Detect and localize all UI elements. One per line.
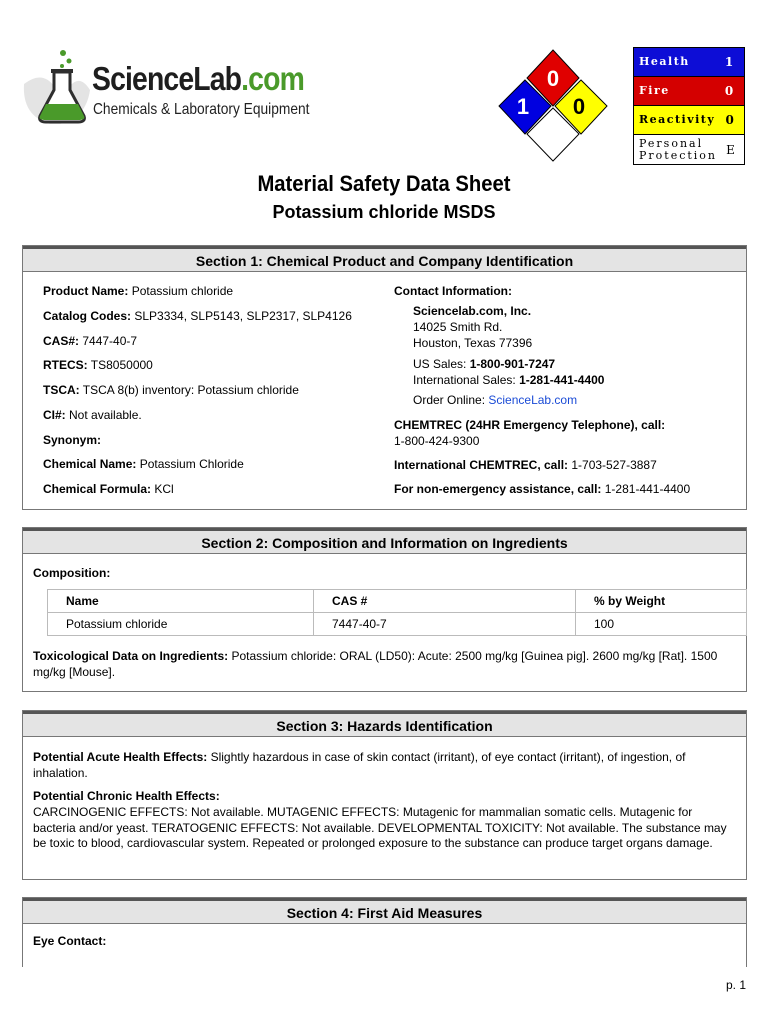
flask-logo-icon — [20, 46, 96, 126]
nfpa-fire-value: 0 — [546, 66, 560, 91]
hazard-row-reactivity: Reactivity 0 — [634, 106, 744, 135]
chronic-health-label: Potential Chronic Health Effects: — [33, 789, 220, 803]
chemical-name-line: Chemical Name: Potassium Chloride — [43, 457, 244, 471]
product-name-line: Product Name: Potassium chloride — [43, 284, 234, 298]
section-2-heading: Section 2: Composition and Information on Ingredients — [23, 528, 746, 554]
cas-line: CAS#: 7447-40-7 — [43, 334, 138, 348]
section-2 — [22, 527, 747, 692]
column-header-cas: CAS # — [314, 590, 576, 613]
section-1-heading: Section 1: Chemical Product and Company Identification — [23, 246, 746, 272]
intl-chemtrec-line: International CHEMTREC, call: 1-703-527-3887 — [394, 458, 657, 472]
nfpa-reactivity-value: 0 — [572, 94, 586, 119]
rtecs-line: RTECS: TS8050000 — [43, 358, 153, 372]
logo-tagline: Chemicals & Laboratory Equipment — [93, 101, 310, 118]
toxicological-data: Toxicological Data on Ingredients: Potassium chloride: ORAL (LD50): Acute: 2500 mg/kg [Guinea pig]. 2600 mg/kg [Rat]. 1500 mg/kg [Mouse]. — [33, 649, 718, 679]
address-line-2: Houston, Texas 77396 — [413, 336, 533, 350]
logo-wordmark: ScienceLab.com — [92, 60, 304, 97]
tsca-line: TSCA: TSCA 8(b) inventory: Potassium chloride — [43, 383, 299, 397]
hazard-row-fire: Fire 0 — [634, 77, 744, 106]
contact-label: Contact Information: — [394, 284, 512, 298]
hazard-row-personal-protection: Personal Protection E — [634, 135, 744, 164]
composition-label: Composition: — [33, 566, 111, 580]
intl-sales-line: International Sales: 1-281-441-4400 — [413, 373, 605, 387]
table-cell: 100 — [576, 613, 747, 636]
section-4-heading: Section 4: First Aid Measures — [23, 898, 746, 924]
order-online-line: Order Online: ScienceLab.com — [413, 393, 578, 407]
ci-line: CI#: Not available. — [43, 408, 142, 422]
table-header-row — [48, 590, 747, 613]
section-3-heading: Section 3: Hazards Identification — [23, 711, 746, 737]
non-emergency-line: For non-emergency assistance, call: 1-281-441-4400 — [394, 482, 691, 496]
section-3 — [22, 710, 747, 880]
page-subtitle: Potassium chloride MSDS — [272, 202, 496, 222]
company-name: Sciencelab.com, Inc. — [413, 304, 532, 318]
column-header-weight: % by Weight — [576, 590, 747, 613]
chemtrec-label: CHEMTREC (24HR Emergency Telephone), call: — [394, 418, 666, 432]
order-online-link[interactable]: ScienceLab.com — [488, 393, 578, 407]
address-line-1: 14025 Smith Rd. — [413, 320, 503, 334]
catalog-codes-line: Catalog Codes: SLP3334, SLP5143, SLP2317, SLP4126 — [43, 309, 352, 323]
chronic-health-effects: CARCINOGENIC EFFECTS: Not available. MUTAGENIC EFFECTS: Mutagenic for mammalian somatic cells. Mutagenic for bacteria and/or yeast. TERATOGENIC EFFECTS: Not available. DEVELOPMENTAL TOXICITY: Not available. The substance may be toxic to blood, cardiovascular system. Repeated or prolonged exposure to the substance can produce target organs damage. — [33, 805, 727, 850]
table-row — [48, 613, 747, 636]
hazard-row-health: Health 1 — [634, 48, 744, 77]
composition-table — [47, 589, 747, 636]
hazard-rating-table — [633, 47, 745, 165]
page-number: p. 1 — [725, 978, 746, 992]
chemical-formula-line: Chemical Formula: KCl — [43, 482, 174, 496]
section-1 — [22, 245, 747, 510]
chemtrec-phone: 1-800-424-9300 — [394, 434, 480, 448]
acute-health-effects: Potential Acute Health Effects: Slightly hazardous in case of skin contact (irritant), of eye contact (irritant), of ingestion, of inhalation. — [33, 750, 686, 780]
page-title: Material Safety Data Sheet — [257, 171, 511, 196]
section-4 — [22, 897, 747, 967]
nfpa-health-value: 1 — [516, 94, 530, 119]
nfpa-diamond — [497, 48, 609, 164]
us-sales-line: US Sales: 1-800-901-7247 — [413, 357, 556, 371]
logo — [20, 46, 310, 132]
column-header-name: Name — [48, 590, 314, 613]
eye-contact-label: Eye Contact: — [33, 934, 107, 948]
synonym-line: Synonym: — [43, 433, 102, 447]
table-cell: Potassium chloride — [48, 613, 314, 636]
table-cell: 7447-40-7 — [314, 613, 576, 636]
